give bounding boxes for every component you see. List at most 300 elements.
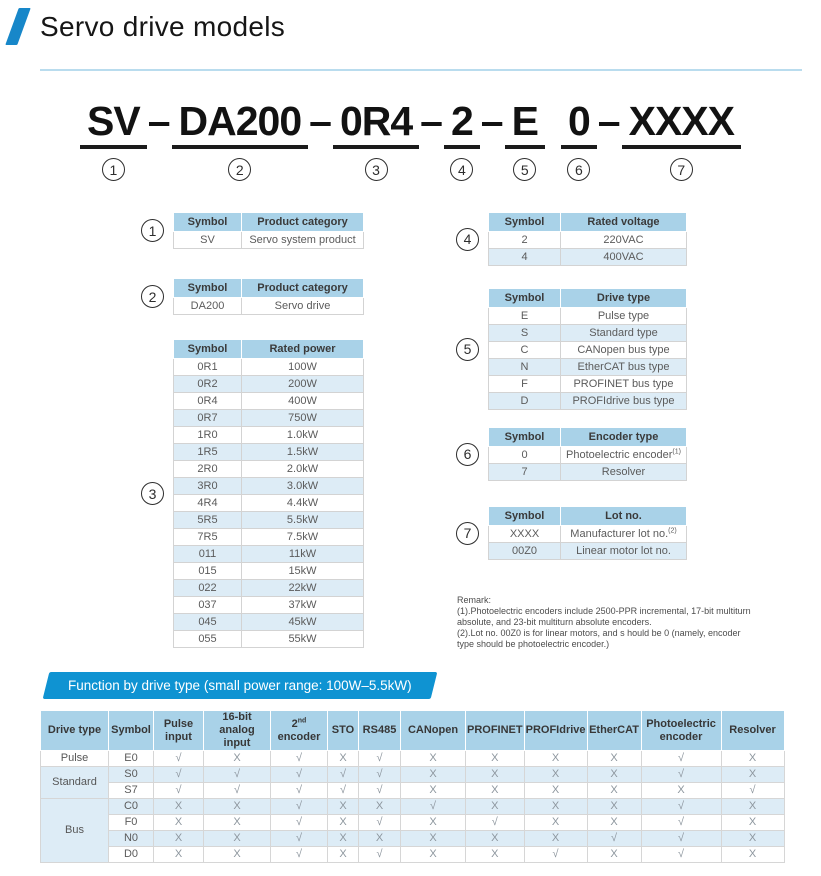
table-cell: CANopen bus type	[561, 342, 687, 359]
table-cell: 100W	[242, 359, 364, 376]
table-cell: 200W	[242, 376, 364, 393]
table-rated-power	[141, 339, 364, 648]
table-cell: 0R1	[174, 359, 242, 376]
table-row	[174, 580, 364, 597]
mark-cell: X	[401, 847, 466, 863]
mark-cell: X	[587, 783, 641, 799]
symbol-cell: N0	[109, 831, 154, 847]
column-header: Symbol	[489, 507, 561, 526]
mark-cell: X	[466, 799, 525, 815]
table-row	[41, 831, 785, 847]
column-header: PROFIdrive	[524, 711, 587, 751]
table-row	[489, 447, 687, 464]
table-cell: PROFIdrive bus type	[561, 393, 687, 410]
circled-number-4: 4	[450, 158, 473, 181]
table-cell: 3.0kW	[242, 478, 364, 495]
column-header: Symbol	[109, 711, 154, 751]
mark-cell: X	[524, 783, 587, 799]
table-cell: 2	[489, 232, 561, 249]
model-segment-0r4	[333, 99, 419, 181]
table-cell: 7.5kW	[242, 529, 364, 546]
mark-cell: X	[721, 847, 784, 863]
table-cell: 1R0	[174, 427, 242, 444]
table-cell: 022	[174, 580, 242, 597]
mark-cell: √	[271, 767, 328, 783]
table-cell: Linear motor lot no.	[561, 543, 687, 560]
mark-cell: √	[359, 815, 401, 831]
circled-number-6: 6	[456, 443, 479, 466]
table-cell: 1.5kW	[242, 444, 364, 461]
table-row	[174, 478, 364, 495]
table-row	[174, 529, 364, 546]
mark-cell: √	[641, 831, 721, 847]
mark-cell: X	[466, 847, 525, 863]
header-row	[174, 340, 364, 359]
mark-cell: √	[204, 767, 271, 783]
model-segment-text: 0	[561, 99, 597, 149]
remark-text	[457, 595, 821, 650]
model-segment-xxxx	[622, 99, 741, 181]
table-cell: 3R0	[174, 478, 242, 495]
column-header: Symbol	[174, 340, 242, 359]
header-row	[489, 428, 687, 447]
model-dash: –	[309, 98, 332, 144]
mark-cell: X	[204, 847, 271, 863]
column-header: Photoelectric encoder	[641, 711, 721, 751]
mark-cell: X	[721, 815, 784, 831]
table-lot-no	[456, 506, 687, 560]
table-cell: 2R0	[174, 461, 242, 478]
table-row	[174, 597, 364, 614]
drive-type-group-cell: Bus	[41, 799, 109, 863]
table-cell: XXXX	[489, 526, 561, 543]
mark-cell: √	[359, 767, 401, 783]
mark-cell: X	[154, 847, 204, 863]
model-segment-sv	[80, 99, 147, 181]
mark-cell: X	[204, 831, 271, 847]
mark-cell: √	[359, 751, 401, 767]
mini-table-5	[488, 288, 687, 410]
table-cell: S	[489, 325, 561, 342]
table-cell: 220VAC	[561, 232, 687, 249]
mini-table-2	[173, 278, 364, 315]
mark-cell: X	[721, 831, 784, 847]
mark-cell: X	[587, 799, 641, 815]
table-cell: 11kW	[242, 546, 364, 563]
column-header: Lot no.	[561, 507, 687, 526]
model-dash: –	[480, 98, 504, 144]
mark-cell: √	[401, 799, 466, 815]
mark-cell: X	[401, 767, 466, 783]
model-dash: –	[420, 98, 443, 144]
mark-cell: X	[154, 799, 204, 815]
header-row	[489, 213, 687, 232]
column-header: EtherCAT	[587, 711, 641, 751]
table-row	[489, 308, 687, 325]
column-header: Symbol	[174, 213, 242, 232]
column-header: CANopen	[401, 711, 466, 751]
mark-cell: X	[401, 783, 466, 799]
mark-cell: √	[204, 783, 271, 799]
mark-cell: X	[401, 831, 466, 847]
table-body	[489, 447, 687, 481]
table-cell: 5.5kW	[242, 512, 364, 529]
model-segment-2	[444, 99, 480, 181]
table-cell: 055	[174, 631, 242, 648]
table-body	[489, 232, 687, 266]
table-row	[489, 376, 687, 393]
table-encoder-type	[456, 427, 687, 481]
mark-cell: X	[587, 767, 641, 783]
table-product-category-da200	[141, 278, 364, 315]
mark-cell: X	[328, 799, 359, 815]
mark-cell: √	[641, 767, 721, 783]
circled-number-5: 5	[456, 338, 479, 361]
table-cell: 7R5	[174, 529, 242, 546]
table-cell: 1.0kW	[242, 427, 364, 444]
banner-label: Function by drive type (small power range: 100W–5.5kW)	[68, 678, 412, 693]
mark-cell: √	[359, 783, 401, 799]
table-row	[41, 751, 785, 767]
column-header: Symbol	[174, 279, 242, 298]
table-cell: 400W	[242, 393, 364, 410]
mark-cell: X	[204, 815, 271, 831]
drive-type-group-cell: Pulse	[41, 751, 109, 767]
table-cell: 37kW	[242, 597, 364, 614]
column-header: Product category	[242, 279, 364, 298]
table-cell: 0	[489, 447, 561, 464]
table-row	[489, 325, 687, 342]
column-header: RS485	[359, 711, 401, 751]
circled-number-7: 7	[670, 158, 693, 181]
mark-cell: X	[401, 815, 466, 831]
model-segment-0	[561, 99, 597, 181]
model-dash: –	[147, 98, 171, 144]
function-by-drive-type-table	[40, 710, 785, 863]
column-header: Rated power	[242, 340, 364, 359]
mark-cell: X	[721, 751, 784, 767]
table-cell: Standard type	[561, 325, 687, 342]
table-cell: 0R7	[174, 410, 242, 427]
column-header: PROFINET	[466, 711, 525, 751]
mark-cell: √	[641, 847, 721, 863]
table-row	[174, 376, 364, 393]
symbol-cell: D0	[109, 847, 154, 863]
table-row	[489, 342, 687, 359]
mark-cell: X	[721, 799, 784, 815]
circled-number-2: 2	[141, 285, 164, 308]
table-cell: 7	[489, 464, 561, 481]
mark-cell: X	[359, 799, 401, 815]
model-segment-da200	[172, 99, 309, 181]
mark-cell: X	[204, 799, 271, 815]
mark-cell: X	[524, 799, 587, 815]
table-body	[174, 232, 364, 249]
table-body	[41, 751, 785, 863]
table-drive-type	[456, 288, 687, 410]
table-row	[174, 359, 364, 376]
column-header: Symbol	[489, 213, 561, 232]
column-header: Pulse input	[154, 711, 204, 751]
table-cell: 1R5	[174, 444, 242, 461]
mark-cell: X	[328, 751, 359, 767]
mark-cell: X	[587, 847, 641, 863]
title-slash-icon	[5, 8, 30, 45]
table-row	[174, 232, 364, 249]
mark-cell: X	[401, 751, 466, 767]
mark-cell: X	[359, 831, 401, 847]
table-cell: 45kW	[242, 614, 364, 631]
mark-cell: X	[587, 815, 641, 831]
mark-cell: √	[271, 831, 328, 847]
table-head	[174, 213, 364, 232]
table-cell: 4R4	[174, 495, 242, 512]
column-header: Resolver	[721, 711, 784, 751]
table-head	[489, 213, 687, 232]
table-row	[41, 783, 785, 799]
table-product-category-sv	[141, 212, 364, 249]
mark-cell: √	[466, 815, 525, 831]
table-cell: 5R5	[174, 512, 242, 529]
table-row	[41, 815, 785, 831]
table-body	[174, 359, 364, 648]
table-row	[41, 799, 785, 815]
model-segment-text: 0R4	[333, 99, 419, 149]
mark-cell: √	[271, 751, 328, 767]
table-rated-voltage	[456, 212, 687, 266]
table-row	[174, 427, 364, 444]
mini-table-3	[173, 339, 364, 648]
mark-cell: √	[641, 751, 721, 767]
mark-cell: X	[524, 767, 587, 783]
table-row	[174, 444, 364, 461]
mark-cell: X	[204, 751, 271, 767]
table-cell: D	[489, 393, 561, 410]
table-cell: F	[489, 376, 561, 393]
remark-line: (1).Photoelectric encoders include 2500-PPR incremental, 17-bit multiturn	[457, 606, 751, 616]
mini-table-6	[488, 427, 687, 481]
table-head	[174, 340, 364, 359]
model-segment-text: DA200	[172, 99, 309, 149]
column-header: Drive type	[561, 289, 687, 308]
table-cell: DA200	[174, 298, 242, 315]
circled-number-2: 2	[228, 158, 251, 181]
column-header: 16-bit analog input	[204, 711, 271, 751]
table-row	[41, 847, 785, 863]
mark-cell: X	[328, 847, 359, 863]
table-cell: 011	[174, 546, 242, 563]
mark-cell: X	[328, 831, 359, 847]
table-row	[489, 526, 687, 543]
table-body	[489, 308, 687, 410]
table-row	[174, 461, 364, 478]
mini-table-4	[488, 212, 687, 266]
table-cell: 750W	[242, 410, 364, 427]
function-banner	[46, 672, 434, 699]
header-row	[174, 213, 364, 232]
model-segment-e	[505, 99, 545, 181]
mark-cell: √	[721, 783, 784, 799]
circled-number-1: 1	[141, 219, 164, 242]
model-code	[0, 99, 821, 181]
model-segment-text: SV	[80, 99, 147, 149]
table-cell: N	[489, 359, 561, 376]
header-row	[489, 289, 687, 308]
remark-line: absolute, and 23-bit multiturn absolute encoders.	[457, 617, 652, 627]
mark-cell: √	[328, 783, 359, 799]
mark-cell: √	[154, 751, 204, 767]
superscript-note: (2)	[668, 527, 677, 535]
mark-cell: X	[587, 751, 641, 767]
table-row	[489, 232, 687, 249]
column-header: Drive type	[41, 711, 109, 751]
table-cell: 2.0kW	[242, 461, 364, 478]
table-body	[489, 526, 687, 560]
header-row	[41, 711, 785, 751]
table-row	[489, 464, 687, 481]
remark-line: Remark:	[457, 595, 492, 605]
mark-cell: √	[154, 767, 204, 783]
mark-cell: X	[154, 815, 204, 831]
table-body	[174, 298, 364, 315]
mark-cell: √	[641, 815, 721, 831]
table-row	[41, 767, 785, 783]
function-table	[40, 710, 785, 863]
remark-line: (2).Lot no. 00Z0 is for linear motors, and s hould be 0 (namely, encoder	[457, 628, 741, 638]
table-head	[489, 507, 687, 526]
model-segment-text: 2	[444, 99, 480, 149]
table-cell: Servo drive	[242, 298, 364, 315]
table-cell: 55kW	[242, 631, 364, 648]
mark-cell: X	[524, 815, 587, 831]
symbol-cell: S0	[109, 767, 154, 783]
table-head	[41, 711, 785, 751]
circled-number-3: 3	[141, 482, 164, 505]
table-cell: EtherCAT bus type	[561, 359, 687, 376]
table-cell: PROFINET bus type	[561, 376, 687, 393]
table-row	[174, 495, 364, 512]
drive-type-group-cell: Standard	[41, 767, 109, 799]
circled-number-5: 5	[513, 158, 536, 181]
mark-cell: √	[641, 799, 721, 815]
mark-cell: X	[154, 831, 204, 847]
model-dash: –	[597, 98, 621, 144]
model-segment-text: XXXX	[622, 99, 741, 149]
table-head	[489, 428, 687, 447]
mark-cell: X	[641, 783, 721, 799]
table-row	[489, 543, 687, 560]
mark-cell: √	[271, 815, 328, 831]
symbol-cell: S7	[109, 783, 154, 799]
column-header: Rated voltage	[561, 213, 687, 232]
superscript-note: (1)	[672, 448, 681, 456]
header-divider	[40, 69, 802, 71]
mini-table-7	[488, 506, 687, 560]
table-cell: 15kW	[242, 563, 364, 580]
mark-cell: √	[271, 847, 328, 863]
table-row	[174, 512, 364, 529]
circled-number-7: 7	[456, 522, 479, 545]
table-head	[489, 289, 687, 308]
table-cell: 400VAC	[561, 249, 687, 266]
mark-cell: √	[328, 767, 359, 783]
table-row	[174, 563, 364, 580]
mark-cell: √	[154, 783, 204, 799]
table-row	[174, 393, 364, 410]
table-row	[174, 546, 364, 563]
mark-cell: X	[721, 767, 784, 783]
page-title: Servo drive models	[40, 10, 286, 42]
mark-cell: √	[359, 847, 401, 863]
table-cell: 22kW	[242, 580, 364, 597]
header-row	[489, 507, 687, 526]
mark-cell: X	[466, 767, 525, 783]
mark-cell: √	[524, 847, 587, 863]
table-cell: 045	[174, 614, 242, 631]
symbol-cell: C0	[109, 799, 154, 815]
mark-cell: √	[271, 783, 328, 799]
table-cell: 00Z0	[489, 543, 561, 560]
mark-cell: X	[466, 783, 525, 799]
column-header: Encoder type	[561, 428, 687, 447]
column-header: Symbol	[489, 428, 561, 447]
superscript-note: nd	[297, 716, 307, 724]
table-row	[489, 393, 687, 410]
mark-cell: √	[587, 831, 641, 847]
mark-cell: √	[271, 799, 328, 815]
mark-cell: X	[524, 751, 587, 767]
mini-table-1	[173, 212, 364, 249]
mark-cell: X	[328, 815, 359, 831]
table-row	[174, 614, 364, 631]
page-header	[12, 8, 285, 45]
table-cell: Pulse type	[561, 308, 687, 325]
mark-cell: X	[524, 831, 587, 847]
table-cell: C	[489, 342, 561, 359]
mark-cell: X	[466, 831, 525, 847]
table-row	[489, 249, 687, 266]
table-row	[174, 410, 364, 427]
column-header: STO	[328, 711, 359, 751]
header-row	[174, 279, 364, 298]
remark-line: type should be photoelectric encoder.)	[457, 639, 610, 649]
table-cell: SV	[174, 232, 242, 249]
table-cell: 4.4kW	[242, 495, 364, 512]
table-cell: E	[489, 308, 561, 325]
column-header: Symbol	[489, 289, 561, 308]
table-cell: Resolver	[561, 464, 687, 481]
symbol-cell: E0	[109, 751, 154, 767]
model-segment-text: E	[505, 99, 545, 149]
table-head	[174, 279, 364, 298]
table-cell: 0R4	[174, 393, 242, 410]
mark-cell: X	[466, 751, 525, 767]
column-header: Product category	[242, 213, 364, 232]
table-cell: 0R2	[174, 376, 242, 393]
circled-number-1: 1	[102, 158, 125, 181]
table-cell: 4	[489, 249, 561, 266]
table-cell: 037	[174, 597, 242, 614]
table-cell: Photoelectric encoder$^{(1)}$	[561, 447, 687, 464]
circled-number-4: 4	[456, 228, 479, 251]
table-cell: Servo system product	[242, 232, 364, 249]
table-cell: Manufacturer lot no.$^{(2)}$	[561, 526, 687, 543]
symbol-cell: F0	[109, 815, 154, 831]
table-row	[174, 298, 364, 315]
table-row	[174, 631, 364, 648]
table-row	[489, 359, 687, 376]
table-cell: 015	[174, 563, 242, 580]
